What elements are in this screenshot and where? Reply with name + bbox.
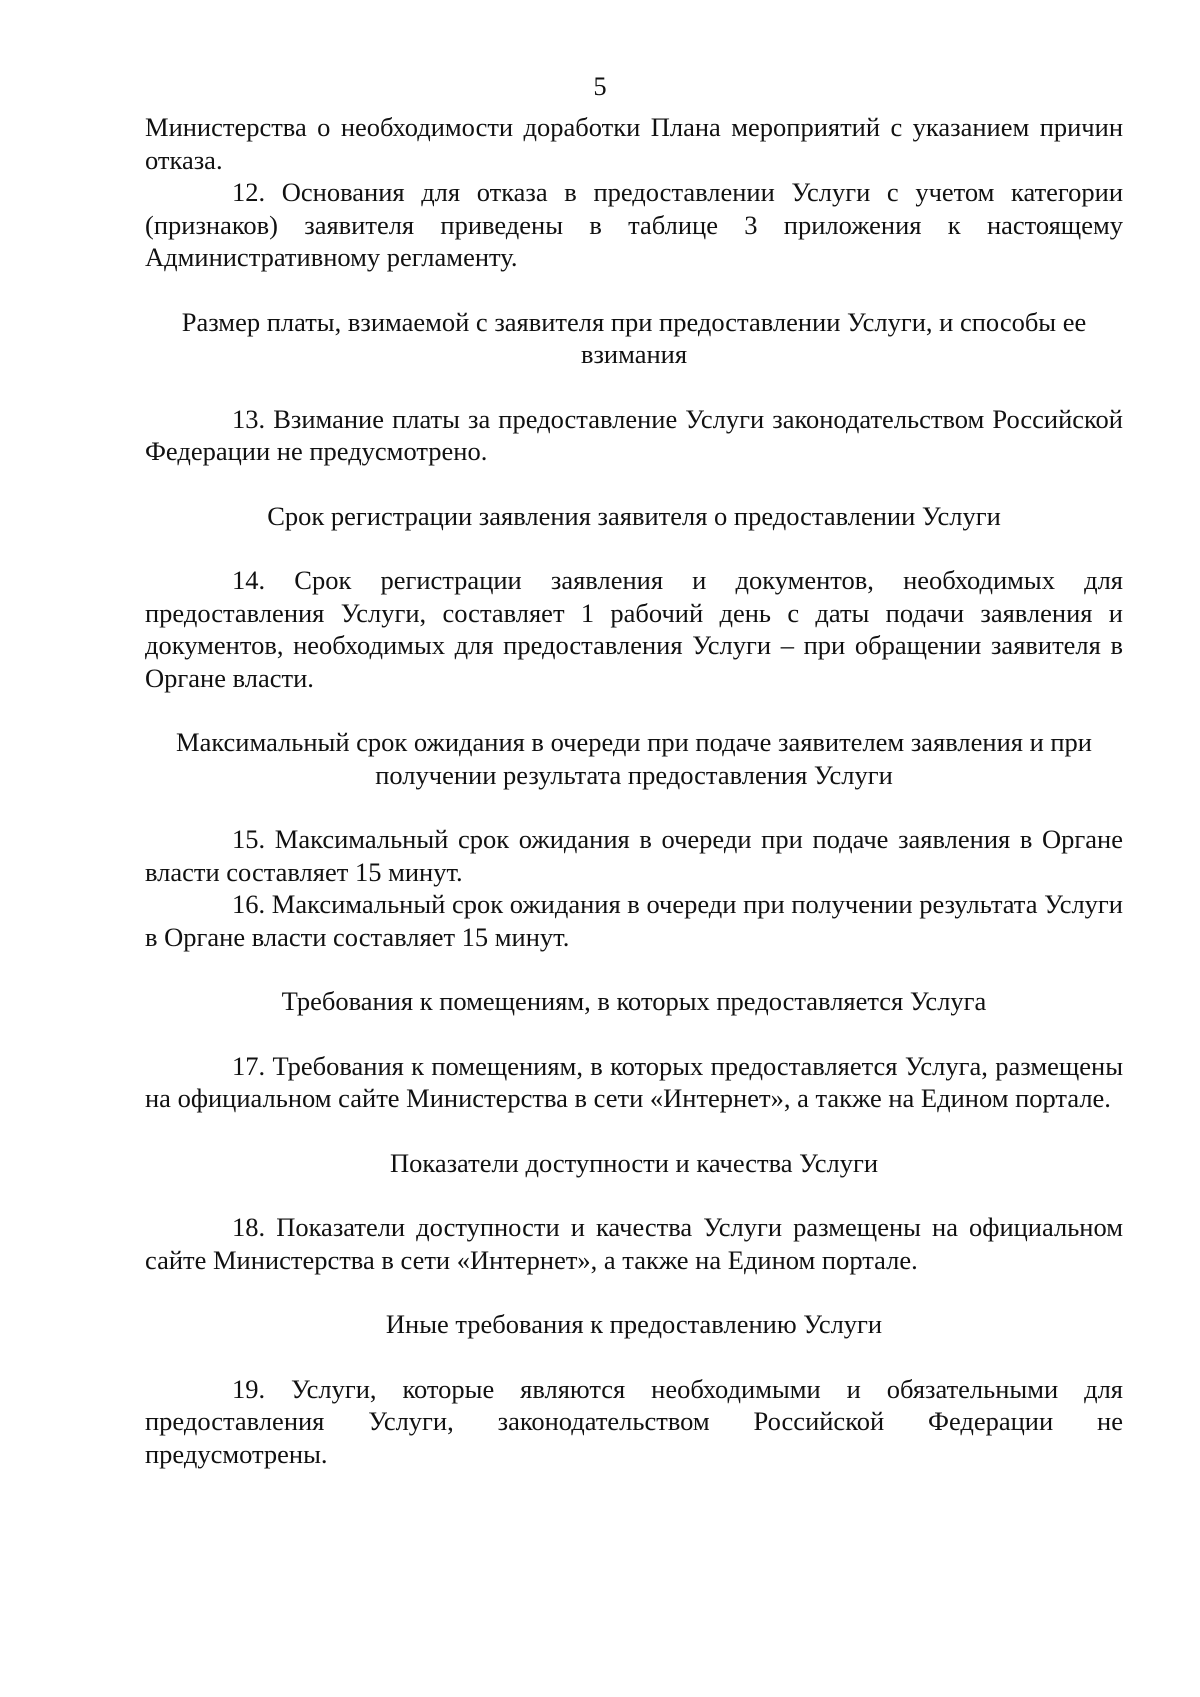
spacer: [145, 1276, 1123, 1308]
spacer: [145, 1179, 1123, 1211]
heading-premises: Требования к помещениям, в которых предоставляется Услуга: [281, 986, 987, 1016]
spacer: [145, 532, 1123, 564]
paragraph-16-queue-result: 16. Максимальный срок ожидания в очереди при получении результата Услуги в Органе власти составляет 15 минут.: [145, 889, 1123, 952]
paragraph-18-quality-indicators: 18. Показатели доступности и качества Услуги размещены на официальном сайте Министерства в сети «Интернет», а также на Едином портале.: [145, 1212, 1123, 1275]
paragraph-12-refusal-grounds: 12. Основания для отказа в предоставлении Услуги с учетом категории (признаков) заявителя приведены в таблице 3 приложения к настоящему Административному регламенту.: [145, 177, 1123, 272]
heading-queue-time: Максимальный срок ожидания в очереди при подаче заявителем заявления и при получении результата предоставления Услуги: [176, 727, 1092, 790]
spacer: [145, 1341, 1123, 1373]
spacer: [145, 1115, 1123, 1147]
paragraph-17-premises: 17. Требования к помещениям, в которых предоставляется Услуга, размещены на официальном сайте Министерства в сети «Интернет», а также на Едином портале.: [145, 1050, 1123, 1113]
heading-registration-term: Срок регистрации заявления заявителя о предоставлении Услуги: [267, 500, 1001, 531]
spacer: [145, 694, 1123, 726]
paragraph-19-other-requirements: 19. Услуги, которые являются необходимыми и обязательными для предоставления Услуги, законодательством Российской Федерации не предусмотрены.: [145, 1373, 1123, 1469]
spacer: [145, 1018, 1123, 1050]
paragraph-ministry-refusal-tail: Министерства о необходимости доработки Плана мероприятий с указанием причин отказа.: [145, 112, 1123, 175]
heading-quality-indicators: Показатели доступности и качества Услуги: [389, 1147, 879, 1178]
spacer: [145, 953, 1123, 985]
spacer: [145, 791, 1123, 823]
page-number: 5: [593, 71, 607, 101]
document-body: [145, 111, 1123, 1470]
paragraph-15-queue-submit: 15. Максимальный срок ожидания в очереди при подаче заявления в Органе власти составляет 15 минут.: [145, 824, 1123, 887]
heading-fee: Размер платы, взимаемой с заявителя при предоставлении Услуги, и способы ее взимания: [181, 306, 1087, 369]
paragraph-13-fee: 13. Взимание платы за предоставление Услуги законодательством Российской Федерации не предусмотрено.: [145, 403, 1123, 466]
paragraph-14-registration-term: 14. Срок регистрации заявления и документов, необходимых для предоставления Услуги, составляет 1 рабочий день с даты подачи заявления и документов, необходимых для предоставления Услуги – при обращении заявителя в Органе власти.: [145, 565, 1123, 693]
spacer: [145, 274, 1123, 306]
spacer: [145, 371, 1123, 403]
spacer: [145, 468, 1123, 500]
heading-other-requirements: Иные требования к предоставлению Услуги: [385, 1309, 883, 1339]
